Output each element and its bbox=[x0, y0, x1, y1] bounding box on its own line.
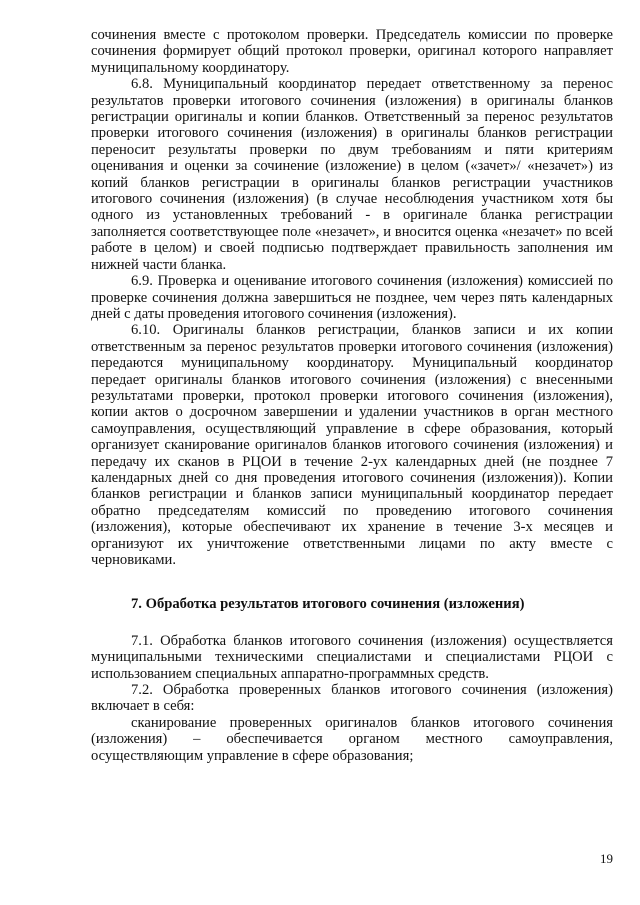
paragraph-scanning: сканирование проверенных оригиналов бланков итогового сочинения (изложения) – обеспечивается органом местного самоуправления, осуществляющим управление в сфере образования; bbox=[91, 714, 613, 764]
paragraph-6-9: 6.9. Проверка и оценивание итогового сочинения (изложения) комиссией по проверке сочинения должна завершиться не позднее, чем через пять календарных дней с даты проведения итогового сочинения (изложения). bbox=[91, 273, 613, 322]
paragraph-6-8: 6.8. Муниципальный координатор передает ответственному за перенос результатов проверки итогового сочинения (изложения) в оригиналы бланков регистрации оригиналы и копии бланков. Ответственный за перенос результатов проверки итогового сочинения (изложения) в оригиналы бланков регистрации переносит результаты проверки по двум требованиям и пяти критериям оценивания и оценки за сочинение (изложение) в целом («зачет»/ «незачет») из копий бланков регистрации в оригиналы бланков регистрации участников итогового сочинения (изложения) (в случае несоблюдения участником хотя бы одного из установленных требований - в оригинале бланка регистрации заполняется соответствующее поле «незачет», и вносится оценка «незачет» по всей работе в целом) и своей подписью подтверждает правильность заполнения им нижней части бланка. bbox=[91, 76, 613, 273]
paragraph-7-1: 7.1. Обработка бланков итогового сочинения (изложения) осуществляется муниципальными техническими специалистами и специалистами РЦОИ с использованием специальных аппаратно-программных средств. bbox=[91, 632, 613, 682]
spacer bbox=[91, 613, 613, 633]
paragraph-continuation: сочинения вместе с протоколом проверки. Председатель комиссии по проверке сочинения формирует общий протокол проверки, оригинал которого направляет муниципальному координатору. bbox=[91, 27, 613, 76]
spacer bbox=[91, 568, 613, 596]
paragraph-7-2: 7.2. Обработка проверенных бланков итогового сочинения (изложения) включает в себя: bbox=[91, 682, 613, 715]
section-heading: 7. Обработка результатов итогового сочинения (изложения) bbox=[131, 596, 525, 613]
paragraph-6-10: 6.10. Оригиналы бланков регистрации, бланков записи и их копии ответственным за перенос результатов проверки итогового сочинения (изложения) передаются муниципальному координатору. Муниципальный координатор передает оригиналы бланков итогового сочинения (изложения) с внесенными результатами проверки, протокол проверки итогового сочинения (изложения), копии актов о досрочном завершении и удалении участников в орган местного самоуправления, осуществляющий управление в сфере образования, который организует сканирование оригиналов бланков итогового сочинения (изложения) и передачу их сканов в РЦОИ в течение 2-ух календарных дней (не позднее 7 календарных дней со дня проведения итогового сочинения (изложения)). Копии бланков регистрации и бланков записи муниципальный координатор передает обратно председателям комиссий по проведению итогового сочинения (изложения), которые обеспечивают их хранение в течение 3-х месяцев и организуют их уничтожение ответственными лицами по акту вместе с черновиками. bbox=[91, 322, 613, 568]
page-number: 19 bbox=[600, 851, 613, 866]
